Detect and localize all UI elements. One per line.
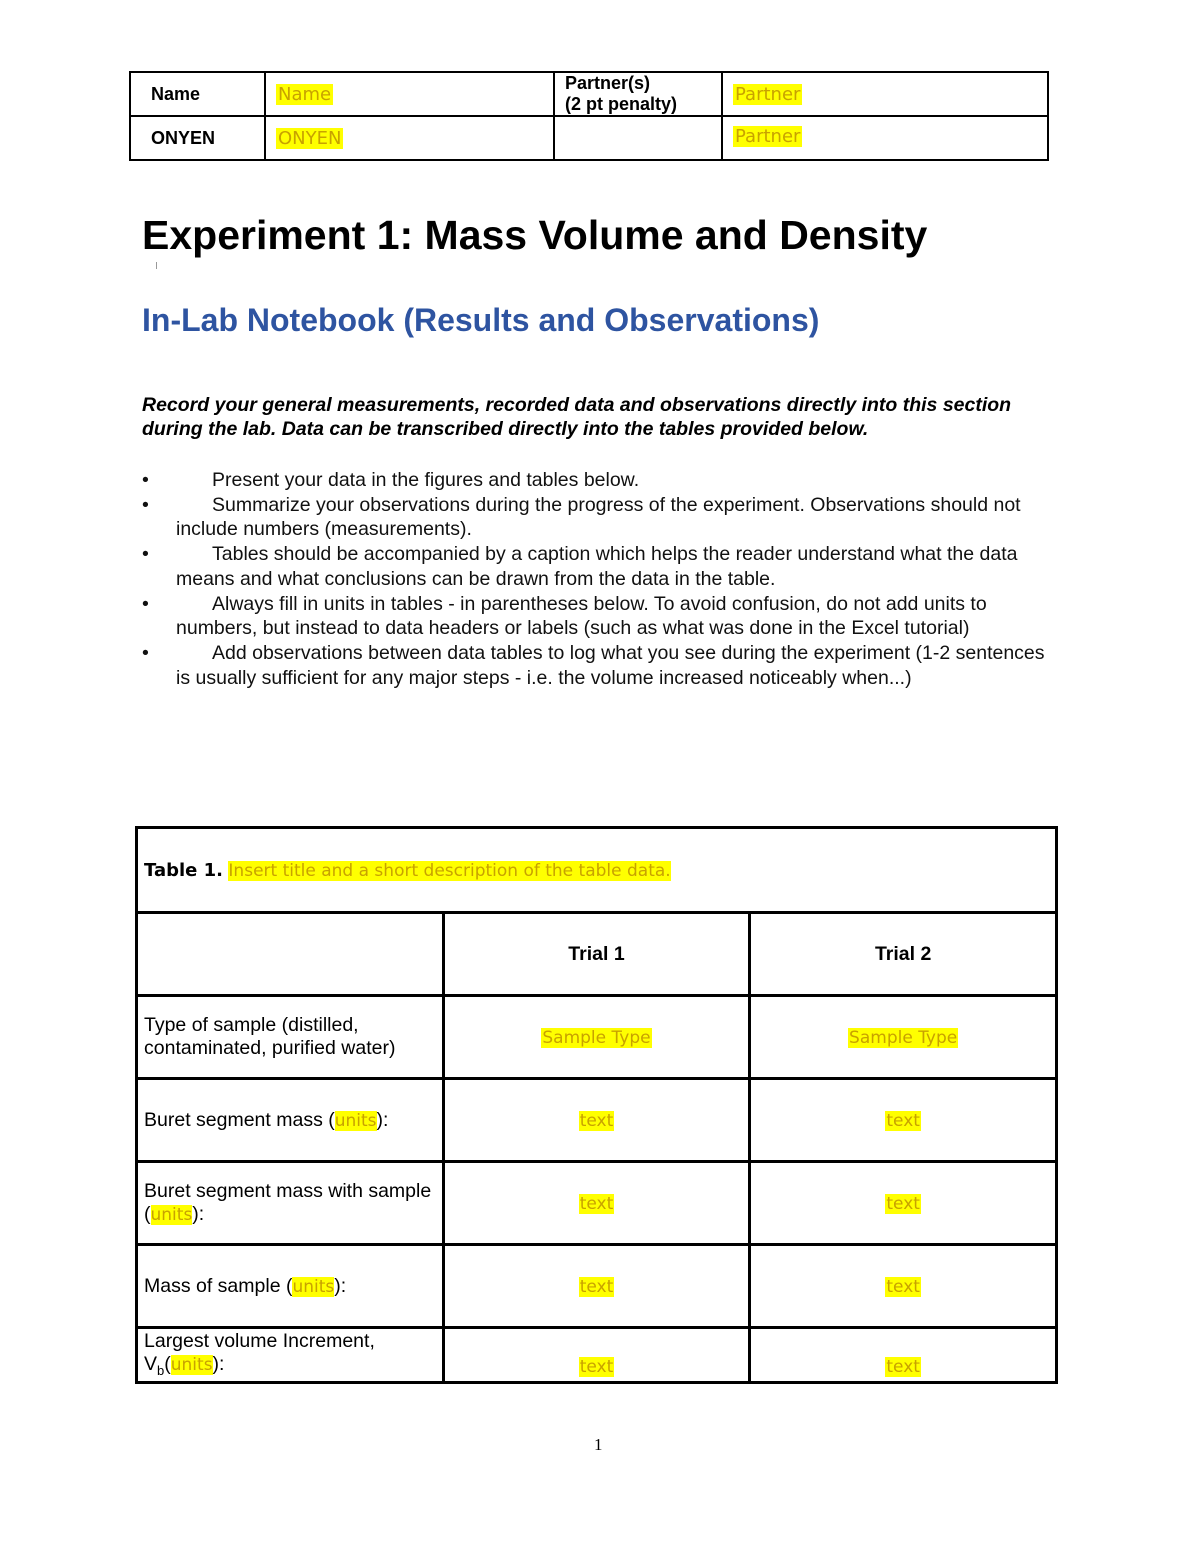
table-row: [137, 1245, 1057, 1328]
student-info-table: [129, 71, 1049, 161]
list-item: • Summarize your observations during the progress of the experiment. Observations should not include numbers (measurements).: [142, 493, 1021, 541]
page-number: 1: [594, 1435, 603, 1454]
trial-1-cell[interactable]: Sample Type: [443, 996, 750, 1079]
col-header-trial-2: Trial 2: [750, 913, 1057, 996]
table-caption: Table 1. Insert title and a short description of the table data.: [137, 828, 1057, 913]
bullet-icon: •: [142, 493, 149, 516]
table-row: [137, 1079, 1057, 1162]
instructions-list: [142, 468, 1062, 690]
partner-field-1[interactable]: Partner: [722, 72, 1048, 116]
list-item: • Always fill in units in tables - in parentheses below. To avoid confusion, do not add units to numbers, but instead to data headers or labels (such as what was done in the Excel tutorial): [142, 592, 987, 640]
row-label: Buret segment mass with sample (units):: [137, 1162, 444, 1245]
partner-label: Partner(s) (2 pt penalty): [554, 72, 722, 116]
col-header-trial-1: Trial 1: [443, 913, 750, 996]
section-heading: In-Lab Notebook (Results and Observations): [142, 302, 820, 338]
header-empty-cell: [137, 913, 444, 996]
empty-cell: [554, 116, 722, 160]
row-label: Type of sample (distilled, contaminated, purified water): [137, 996, 444, 1079]
table-row: [137, 1328, 1057, 1383]
row-label: Buret segment mass (units):: [137, 1079, 444, 1162]
trial-1-cell[interactable]: text: [443, 1079, 750, 1162]
instructions-paragraph: Record your general measurements, recorded data and observations directly into this section during the lab. Data can be transcribed directly into the tables provided below.: [142, 394, 1012, 440]
onyen-field[interactable]: ONYEN: [265, 116, 554, 160]
row-label: Mass of sample (units):: [137, 1245, 444, 1328]
caption-text-field[interactable]: Insert title and a short description of the table data.: [228, 860, 671, 881]
bullet-icon: •: [142, 469, 149, 491]
list-item: • Add observations between data tables to log what you see during the experiment (1-2 sentences is usually sufficient for any major steps - i.e. the volume increased noticeably when...): [142, 641, 1045, 689]
trial-2-cell[interactable]: Sample Type: [750, 996, 1057, 1079]
trial-2-cell[interactable]: text: [750, 1079, 1057, 1162]
row-label: Largest volume Increment, $V_b(units)$:: [137, 1328, 444, 1383]
table-row: [137, 1162, 1057, 1245]
bullet-icon: •: [142, 543, 149, 566]
list-item: • Tables should be accompanied by a caption which helps the reader understand what the data means and what conclusions can be drawn from the data in the table.: [142, 543, 1018, 590]
trial-2-cell[interactable]: text: [750, 1245, 1057, 1328]
bullet-icon: •: [142, 641, 149, 664]
partner-field-2[interactable]: Partner: [722, 116, 1048, 160]
divider-mark: [156, 262, 157, 269]
trial-2-cell[interactable]: text: [750, 1328, 1057, 1383]
data-table-1: [135, 826, 1058, 1384]
trial-2-cell[interactable]: text: [750, 1162, 1057, 1245]
trial-1-cell[interactable]: text: [443, 1162, 750, 1245]
list-item: • Present your data in the figures and tables below.: [142, 469, 640, 491]
bullet-icon: •: [142, 592, 149, 615]
name-field[interactable]: Name: [265, 72, 554, 116]
onyen-label: ONYEN: [130, 116, 265, 160]
trial-1-cell[interactable]: text: [443, 1245, 750, 1328]
table-row: [137, 996, 1057, 1079]
name-label: Name: [130, 72, 265, 116]
trial-1-cell[interactable]: text: [443, 1328, 750, 1383]
page-title: Experiment 1: Mass Volume and Density: [142, 212, 928, 258]
